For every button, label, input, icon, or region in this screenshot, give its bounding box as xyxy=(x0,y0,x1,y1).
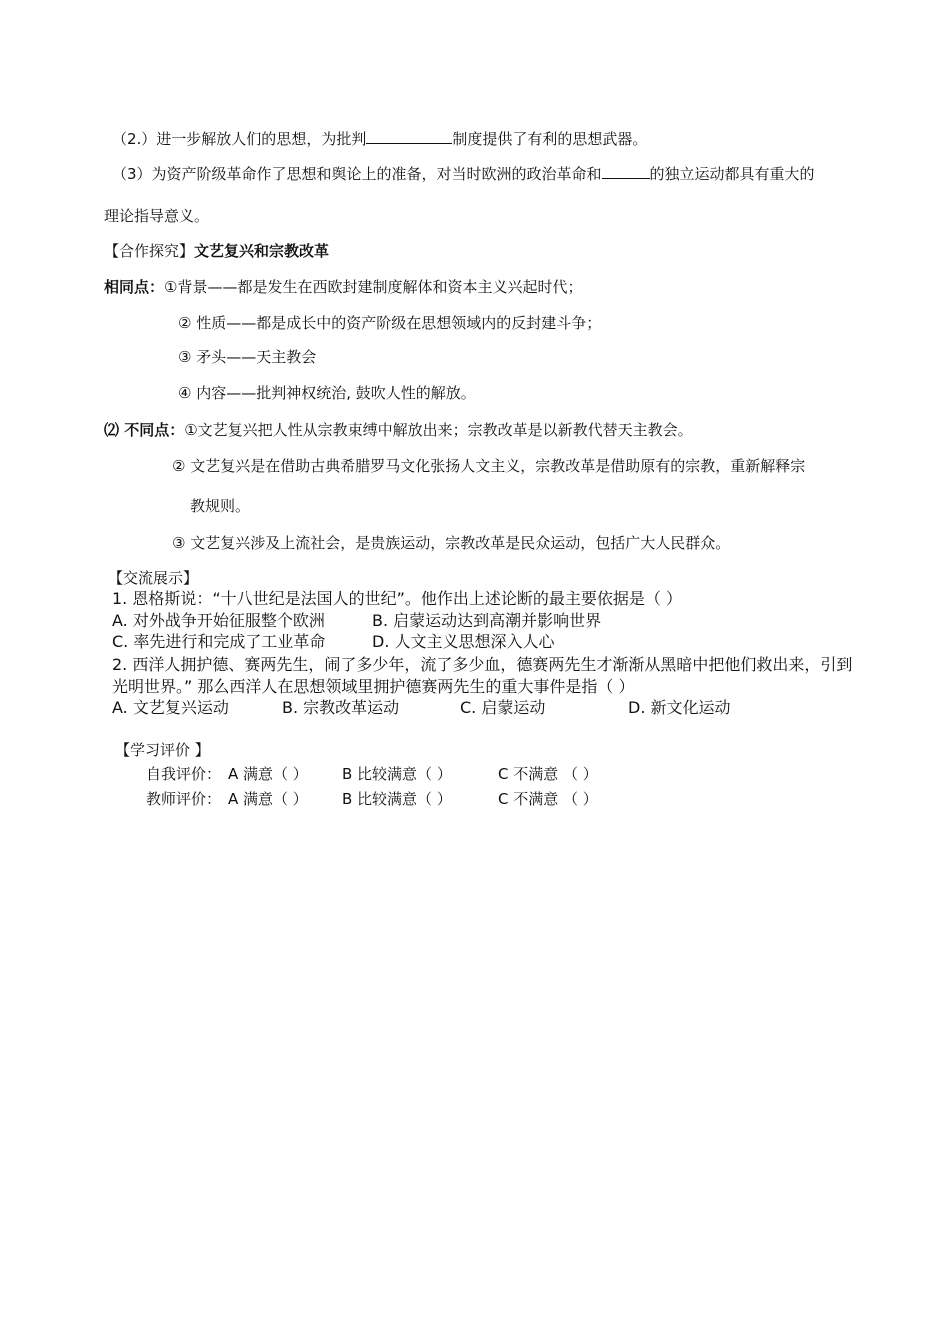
q1-option-b[interactable]: B. 启蒙运动达到高潮并影响世界 xyxy=(372,611,602,630)
same-item-1: ①背景——都是发生在西欧封建制度解体和资本主义兴起时代； xyxy=(164,278,583,296)
exchange-heading: 【交流展示】 xyxy=(108,569,199,587)
significance-line-3 xyxy=(112,163,815,184)
q2-option-c[interactable]: C. 启蒙运动 xyxy=(460,698,546,717)
q2-option-b[interactable]: B. 宗教改革运动 xyxy=(282,698,400,717)
fill-blank-2[interactable] xyxy=(602,163,650,179)
diff-item-3: ③ 文艺复兴涉及上流社会，是贵族运动，宗教改革是民众运动，包括广大人民群众。 xyxy=(172,534,731,552)
teacher-eval-option-a[interactable]: A 满意（ ） xyxy=(228,790,308,808)
significance-line-3-prefix: （3）为资产阶级革命作了思想和舆论上的准备，对当时欧洲的政治革命和 xyxy=(112,165,602,183)
q1-option-c[interactable]: C. 率先进行和完成了工业革命 xyxy=(112,632,326,651)
self-eval-option-c[interactable]: C 不满意 （ ） xyxy=(498,765,598,783)
q2-option-a[interactable]: A. 文艺复兴运动 xyxy=(112,698,229,717)
teacher-eval-option-b[interactable]: B 比较满意（ ） xyxy=(342,790,452,808)
teacher-eval-option-c[interactable]: C 不满意 （ ） xyxy=(498,790,598,808)
teacher-eval-label: 教师评价： xyxy=(146,790,222,808)
question-2-line-1: 2. 西洋人拥护德、赛两先生，闹了多少年，流了多少血，德赛两先生才渐渐从黑暗中把他们救出来，引到 xyxy=(112,655,853,674)
question-2-line-2: 光明世界。” 那么西洋人在思想领域里拥护德赛两先生的重大事件是指（ ） xyxy=(112,677,635,696)
q1-option-a[interactable]: A. 对外战争开始征服整个欧洲 xyxy=(112,611,325,630)
significance-line-3-cont: 理论指导意义。 xyxy=(104,207,210,225)
fill-blank-1[interactable] xyxy=(366,128,452,144)
self-eval-label: 自我评价： xyxy=(146,765,222,783)
significance-line-2-suffix: 制度提供了有利的思想武器。 xyxy=(452,130,648,148)
cooperate-topic: 文艺复兴和宗教改革 xyxy=(194,242,330,260)
evaluation-heading: 【学习评价 】 xyxy=(115,741,210,759)
diff-item-2: ② 文艺复兴是在借助古典希腊罗马文化张扬人文主义，宗教改革是借助原有的宗教，重新解释宗 xyxy=(172,457,806,475)
diff-item-2-cont: 教规则。 xyxy=(190,497,251,515)
self-eval-option-b[interactable]: B 比较满意（ ） xyxy=(342,765,452,783)
question-1: 1. 恩格斯说：“十八世纪是法国人的世纪”。他作出上述论断的最主要依据是（ ） xyxy=(112,589,683,608)
cooperate-heading-line xyxy=(104,241,329,261)
significance-line-3-suffix: 的独立运动都具有重大的 xyxy=(649,165,815,183)
cooperate-heading: 【合作探究】 xyxy=(104,242,195,260)
self-eval-option-a[interactable]: A 满意（ ） xyxy=(228,765,308,783)
significance-line-2-mid: 为批判 xyxy=(321,130,367,148)
same-label: 相同点： xyxy=(104,278,165,296)
same-item-4: ④ 内容——批判神权统治, 鼓吹人性的解放。 xyxy=(178,384,476,402)
diff-point-line-1 xyxy=(104,420,693,440)
diff-item-1: ①文艺复兴把人性从宗教束缚中解放出来；宗教改革是以新教代替天主教会。 xyxy=(184,421,693,439)
same-item-2: ② 性质——都是成长中的资产阶级在思想领域内的反封建斗争； xyxy=(178,314,602,332)
q2-option-d[interactable]: D. 新文化运动 xyxy=(628,698,731,717)
significance-line-2-prefix: （2.）进一步解放人们的思想， xyxy=(112,130,322,148)
same-point-line-1 xyxy=(104,277,582,297)
q1-option-d[interactable]: D. 人文主义思想深入人心 xyxy=(372,632,555,651)
same-item-3: ③ 矛头——天主教会 xyxy=(178,348,317,366)
significance-line-2 xyxy=(112,128,647,149)
diff-label: ⑵ 不同点： xyxy=(104,421,185,439)
